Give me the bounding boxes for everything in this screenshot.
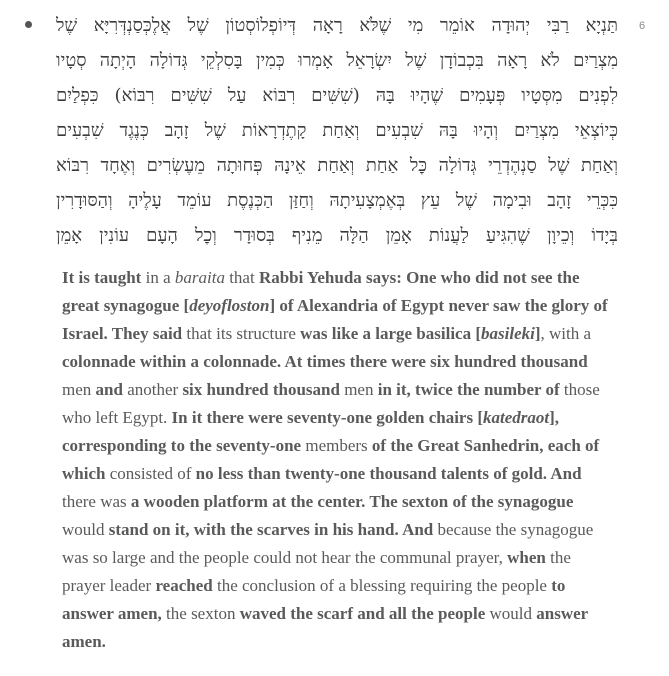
- bold-text-run: waved the scarf and all the people: [239, 604, 486, 623]
- segment-bullet-icon: [25, 21, 32, 28]
- plain-text-run: because the synagogue was so large and the people could not hear the communal prayer,: [62, 520, 594, 567]
- bold-text-run: katedraot: [483, 408, 550, 427]
- bold-text-run: answer amen.: [62, 604, 588, 651]
- bold-text-run: ] of Alexandria of Egypt never saw the glory of Israel. They said: [62, 296, 608, 343]
- bold-text-run: no less than twenty-one thousand talents of gold. And: [195, 464, 582, 483]
- plain-text-run: that its structure: [182, 324, 301, 343]
- bold-text-run: Rabbi Yehuda says: One who did not see the great synagogue [: [62, 268, 580, 315]
- hebrew-line: כְּיוֹצְאֵי מִצְרַיִם וְהָיוּ בָּהּ שִׁבְעִים וְאַחַת קָתֶדְרָאוֹת שֶׁל זָהָב כְּנֶגֶד שִׁבְעִים: [56, 120, 618, 141]
- bold-text-run: to answer amen,: [62, 576, 566, 623]
- bold-text-run: a wooden platform at the center. The sexton of the synagogue: [130, 492, 574, 511]
- bold-text-run: reached: [155, 576, 213, 595]
- bold-text-run: colonnade within a colonnade. At times there were six hundred thousand: [62, 352, 588, 371]
- bold-text-run: ]: [534, 324, 541, 343]
- plain-text-run: , with a: [540, 324, 592, 343]
- hebrew-line: כִּכְּרֵי זָהָב וּבִימָה שֶׁל עֵץ בְּאֶמְצָעִיתָהּ וְחַזַּן הַכְּנֶסֶת עוֹמֵד עָלֶיהָ וְהַסּוּדָרִין: [56, 190, 618, 211]
- bold-text-run: It is taught: [62, 268, 142, 287]
- plain-text-run: the conclusion of a blessing requiring the people: [212, 576, 552, 595]
- plain-text-run: baraita: [174, 268, 225, 287]
- plain-text-run: would: [62, 520, 109, 539]
- plain-text-run: the prayer leader: [62, 548, 571, 595]
- hebrew-text: [56, 8, 618, 253]
- hebrew-line: מִצְרַיִם לֹא רָאָה בִּכְבוֹדָן שֶׁל יִשְׂרָאֵל אָמְרוּ כְּמִין בָּסִלְקֵי גְּדוֹלָה הָיְתָה סְטָיו: [56, 50, 618, 71]
- english-translation: [62, 264, 618, 656]
- hebrew-line: תַּנְיָא רַבִּי יְהוּדָה אוֹמֵר מִי שֶׁלֹּא רָאָה דְּיוֹפְלוֹסְטוֹן שֶׁל אֲלֶכְּסַנְדְּרִיָּא שֶׁל: [56, 15, 618, 36]
- plain-text-run: would: [485, 604, 537, 623]
- hebrew-line: לִפְנִים מִסְּטָיו פְּעָמִים שֶׁהָיוּ בָּהּ (שִׁשִּׁים רִבּוֹא עַל שִׁשִּׁים רִבּוֹא) כִּפְלַיִם: [56, 85, 618, 106]
- segment-number[interactable]: 6: [639, 20, 646, 32]
- bold-text-run: ], corresponding to the seventy-one: [62, 408, 560, 455]
- plain-text-run: consisted of: [105, 464, 196, 483]
- bold-text-run: in it, twice the number of: [377, 380, 560, 399]
- bold-text-run: stand on it, with the scarves in his hand. And: [108, 520, 434, 539]
- bold-text-run: of the Great Sanhedrin, each of which: [62, 436, 600, 483]
- plain-text-run: those who left Egypt.: [62, 380, 600, 427]
- bold-text-run: when: [507, 548, 546, 567]
- plain-text-run: in a: [141, 268, 175, 287]
- bold-text-run: deyofloston: [189, 296, 270, 315]
- plain-text-run: that: [224, 268, 259, 287]
- bold-text-run: basileki: [481, 324, 535, 343]
- bold-text-run: In it there were seventy-one golden chairs [: [171, 408, 484, 427]
- plain-text-run: members: [301, 436, 372, 455]
- bold-text-run: six hundred thousand: [182, 380, 340, 399]
- bold-text-run: and: [95, 380, 123, 399]
- bold-text-run: was like a large basilica [: [300, 324, 482, 343]
- plain-text-run: there was: [62, 492, 131, 511]
- plain-text-run: men: [339, 380, 378, 399]
- plain-text-run: men: [62, 380, 96, 399]
- plain-text-run: another: [122, 380, 183, 399]
- hebrew-line: וְאַחַת שֶׁל סַנְהֶדְרֵי גְּדוֹלָה כׇּל אַחַת וְאַחַת אֵינָהּ פְּחוּתָה מֵעֶשְׂרִים וְאֶחָד רִבּוֹא: [56, 155, 618, 176]
- hebrew-line: בְּיָדוֹ וְכֵיוָן שֶׁהִגִּיעַ לַעֲנוֹת אָמֵן הַלָּה מֵנִיף בְּסוּדָר וְכׇל הָעָם עוֹנִין אָמֵן: [56, 225, 618, 246]
- plain-text-run: the sexton: [161, 604, 240, 623]
